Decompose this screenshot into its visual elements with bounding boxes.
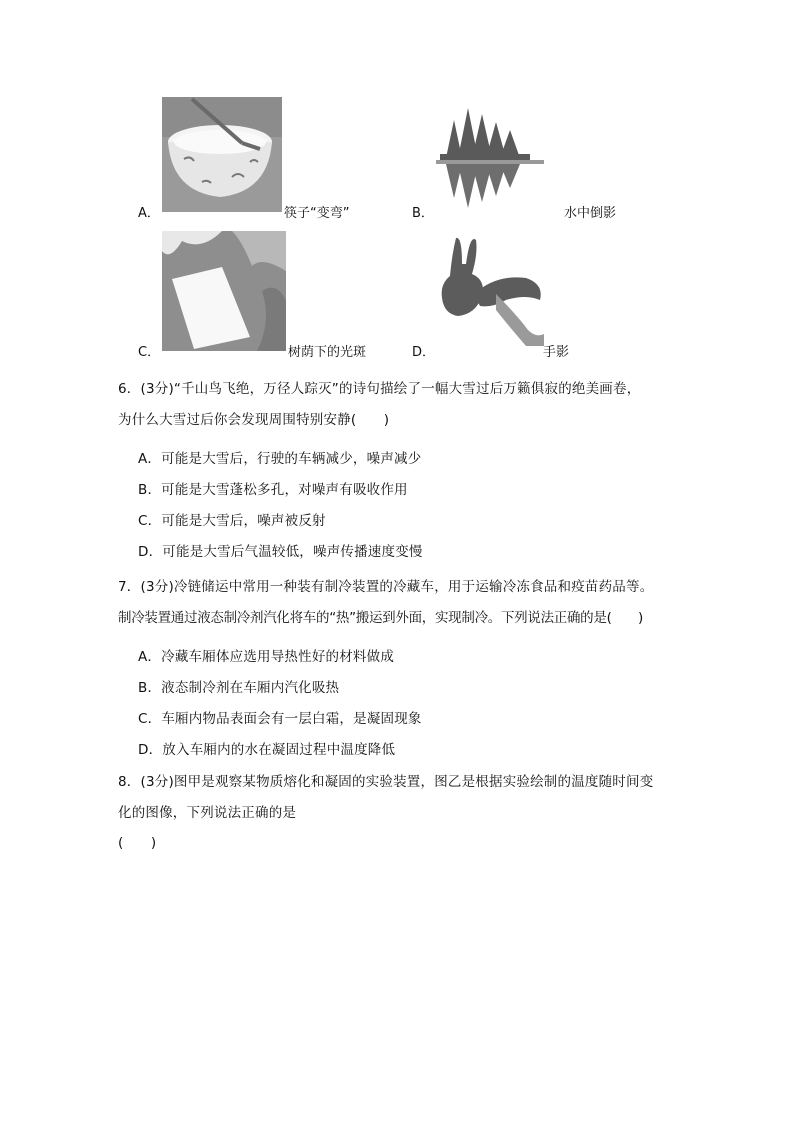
q7-option-b: B．液态制冷剂在车厢内汽化吸热 bbox=[138, 680, 340, 696]
trees-reflection-photo-icon bbox=[436, 100, 544, 210]
option-c-caption: 树荫下的光斑 bbox=[288, 345, 367, 360]
q7-option-a: A．冷藏车厢体应选用导热性好的材料做成 bbox=[138, 649, 395, 665]
option-c-letter: C． bbox=[138, 345, 161, 360]
option-b-caption: 水中倒影 bbox=[564, 206, 617, 221]
q6-stem-line-1: 6．(3分)“千山鸟飞绝，万径人踪灭”的诗句描绘了一幅大雪过后万籁俱寂的绝美画卷， bbox=[118, 381, 641, 397]
tree-shade-light-spot-photo-icon bbox=[162, 231, 286, 351]
q6-stem-line-2: 为什么大雪过后你会发现周围特别安静( ) bbox=[118, 412, 390, 428]
q6-option-b: B．可能是大雪蓬松多孔，对噪声有吸收作用 bbox=[138, 482, 408, 498]
option-d-letter: D． bbox=[412, 345, 436, 360]
option-d-caption: 手影 bbox=[543, 345, 570, 360]
option-b-letter: B． bbox=[412, 206, 434, 221]
rabbit-hand-shadow-photo-icon bbox=[436, 234, 544, 346]
q7-stem-line-1: 7．(3分)冷链储运中常用一种装有制冷装置的冷藏车，用于运输冷冻食品和疫苗药品等。 bbox=[118, 579, 654, 595]
q7-option-d: D．放入车厢内的水在凝固过程中温度降低 bbox=[138, 742, 396, 758]
option-a-caption: 筷子“变弯” bbox=[284, 206, 350, 221]
option-a-letter: A． bbox=[138, 206, 160, 221]
q8-stem-line-2: 化的图像，下列说法正确的是 bbox=[118, 805, 297, 821]
q7-option-c: C．车厢内物品表面会有一层白霜，是凝固现象 bbox=[138, 711, 422, 727]
q8-answer-bracket: ( ) bbox=[118, 835, 157, 851]
bowl-with-chopstick-photo-icon bbox=[162, 97, 282, 212]
q8-stem-line-1: 8．(3分)图甲是观察某物质熔化和凝固的实验装置，图乙是根据实验绘制的温度随时间变 bbox=[118, 774, 654, 790]
q6-option-c: C．可能是大雪后，噪声被反射 bbox=[138, 513, 326, 529]
q6-option-d: D．可能是大雪后气温较低，噪声传播速度变慢 bbox=[138, 544, 423, 560]
q6-option-a: A．可能是大雪后，行驶的车辆减少，噪声减少 bbox=[138, 451, 422, 467]
q7-stem-line-2: 制冷装置通过液态制冷剂汽化将车的“热”搬运到外面，实现制冷。下列说法正确的是( ) bbox=[118, 610, 643, 626]
